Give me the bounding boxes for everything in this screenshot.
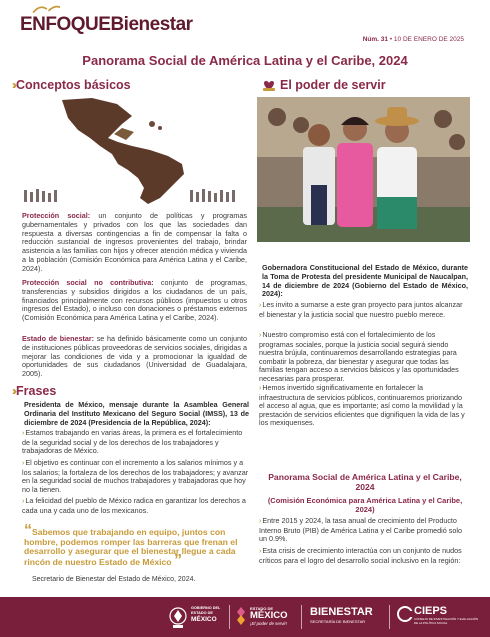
footer-bienestar [310, 606, 373, 625]
edomex-logo-icon [234, 605, 248, 627]
poder-heading [262, 78, 386, 92]
concept-def: se ha definido básicamente como un conjunto de instituciones públicas proveedoras de servicios sociales, dirigidas a mejorar las condiciones de vida y a promocionar la igualdad de oportunidades de sus ciudadanos (Universidad de Guadalajara, 2005). [22, 334, 247, 379]
concept-term: Estado de bienestar: [22, 334, 95, 343]
conceptos-heading [12, 78, 131, 92]
footer-cieps [414, 605, 482, 625]
gob-line: GOBIERNO DEL [191, 606, 221, 610]
concept-proteccion-no-contributiva [22, 279, 247, 323]
conceptos-heading-text: Conceptos básicos [16, 78, 131, 92]
arrow-right-icon: › [259, 548, 262, 555]
page-title: Panorama Social de América Latina y el Caribe, 2024 [82, 53, 408, 68]
quote-source: Secretario de Bienestar del Estado de México, 2024. [32, 576, 196, 583]
frases-bullet-2 [22, 459, 249, 494]
frases-bullet-1 [22, 429, 249, 456]
panorama-box-title: Panorama Social de América Latina y el Caribe, 2024 [268, 472, 462, 492]
concept-def: un conjunto de políticas y programas gubernamentales y privados con los que las sociedades dan respuesta a diversas contingencias a fin de compensar la falta o reducción sustancial de ingresos provenientes del trabajo, brindar asistencia a las familias con hijos y ofrecer atención médica y vivienda a la población (Comisión Económica para América Latina y el Caribe, 2024). [22, 211, 247, 273]
frases-bullet-3 [22, 497, 249, 515]
state-seal-icon [168, 604, 188, 630]
poder-intro: Gobernadora Constitucional del Estado de México, durante la Toma de Protesta del presidente Municipal de Naucalpan, 14 de diciembre de 2024 (Gobierno del Estado de México, 2024): [262, 263, 468, 299]
arrow-right-icon: › [259, 332, 262, 339]
concept-term: Protección social: [22, 211, 91, 220]
footer-divider [229, 605, 230, 629]
frases-heading-text: Frases [16, 384, 57, 398]
gob-line: MÉXICO [191, 616, 217, 623]
cieps-sub: CONSEJO DE INVESTIGACIÓN Y EVALUACIÓN DE LA POLÍTICA SOCIAL [414, 617, 479, 625]
bullet-text: El objetivo es continuar con el incremento a los salarios mínimos y a los salarios; la fortaleza de los derechos de los trabajadores; y avanzar en la seguridad social de muchos trabajadores y trabajadoras que hoy no la tienen. [22, 458, 249, 494]
bullet-text: Les invito a sumarse a este gran proyecto para juntos alcanzar el bienestar y la justicia social que nuestro pueblo merece. [259, 300, 463, 319]
concept-term: Protección social no contributiva: [22, 278, 154, 287]
issue-date: • 10 DE ENERO DE 2025 [388, 36, 464, 43]
poder-bullet-1 [259, 301, 469, 319]
chevron-right-icon: ›› [12, 384, 14, 398]
hand-heart-icon [262, 78, 276, 92]
footer-gobierno [191, 606, 220, 623]
poder-heading-text: El poder de servir [280, 78, 386, 92]
header [0, 0, 490, 48]
arrow-right-icon: › [259, 385, 262, 392]
quote-text: Sabemos que trabajando en equipo, juntos con hombre, podemos romper las barreras que frenan el desarrollo y asegurar que el bienestar llegue a cada rincón de nuestro Estado de México [24, 527, 238, 567]
poder-bullet-3 [259, 384, 469, 428]
bullet-text: Nuestro compromiso está con el fortalecimiento de los programas sociales, porque la justicia social seguirá siendo nuestra brújula, continuaremos desarrollando estrategias para combatir la pobreza, dar bienestar y asegurar que todas las familias tengan acceso a servicios básicos y las oportunidades necesarias para prosperar. [259, 330, 459, 383]
cieps-logo-icon [396, 605, 414, 623]
frases-intro: Presidenta de México, mensaje durante la Asamblea General Ordinaria del Instituto Mexicano del Seguro Social (IMSS), 13 de diciembre de 2024 (Presidencia de la República, 2024): [24, 400, 249, 427]
edomex-tagline: ¡El poder de servir! [250, 621, 288, 626]
governor-with-family-photo [257, 97, 470, 242]
arrow-right-icon: › [259, 302, 262, 309]
latin-america-map-image [22, 94, 244, 206]
bullet-text: Estamos trabajando en varias áreas, la primera es el fortalecimiento de la seguridad social y de los derechos de los trabajadores y trabajadoras de México. [22, 428, 243, 456]
arrow-right-icon: › [259, 518, 262, 525]
footer-divider [389, 605, 390, 629]
issue-number: Núm. 31 [362, 36, 389, 43]
bullet-text: Esta crisis de crecimiento interactúa con un conjunto de nudos críticos para el logro del desarrollo social inclusivo en la región: [259, 546, 462, 565]
panorama-box-subtitle: (Comisión Económica para América Latina y el Caribe, 2024) [267, 496, 463, 514]
arrow-right-icon: › [22, 460, 25, 467]
highlight-quote [24, 522, 249, 569]
arrow-right-icon: › [22, 430, 25, 437]
footer-divider [301, 605, 302, 629]
edomex-big: MÉXICO [250, 610, 288, 621]
brand-word-enfoque: ENFOQUE [20, 14, 111, 35]
edomex-small: ESTADO DE [250, 606, 274, 611]
panorama-bullet-1 [259, 517, 469, 544]
poder-bullet-2 [259, 331, 469, 384]
bullet-text: La felicidad del pueblo de México radica en garantizar los derechos a cada una y cada uno de los mexicanos. [22, 496, 246, 515]
panorama-bullet-2 [259, 547, 469, 565]
bullet-text: Hemos invertido significativamente en fortalecer la infraestructura de servicios públicos, continuaremos priorizando el acceso al agua, que es importante; así como la movilidad y la prestación de servicios eficientes que dignifiquen la vida de las y los mexiquenses. [259, 383, 465, 428]
gob-line: ESTADO DE [191, 611, 213, 615]
bullet-text: Entre 2015 y 2024, la tasa anual de crecimiento del Producto Interno Bruto (PIB) de América Latina y el Caribe promedió solo un 0.9%. [259, 516, 462, 544]
brand-leaf-icon [20, 4, 60, 16]
cieps-word: CIEPS [414, 605, 448, 617]
brand-word-bienestar: Bienestar [110, 14, 193, 35]
arrow-right-icon: › [22, 498, 25, 505]
open-quote-icon: “ [24, 522, 32, 539]
concept-proteccion-social [22, 212, 247, 274]
bienestar-sub: SECRETARÍA DE BIENESTAR [310, 619, 366, 624]
concept-def: conjunto de programas, transferencias y subsidios dirigidos a los ciudadanos de un país, financiados principalmente con recursos públicos (impuestos u otros ingresos del Estado), o incluso con donaciones o préstamos externos (Comisión Económica para América Latina y el Caribe, 2024). [22, 278, 247, 323]
brand-logo [20, 14, 193, 36]
bienestar-word: BIENESTAR [310, 606, 373, 618]
chevron-right-icon: ›› [12, 78, 14, 92]
frases-heading [12, 384, 56, 398]
footer-edomex [250, 606, 287, 627]
concept-estado-bienestar [22, 335, 247, 379]
issue-info [363, 36, 464, 43]
close-quote-icon: ” [173, 551, 182, 569]
